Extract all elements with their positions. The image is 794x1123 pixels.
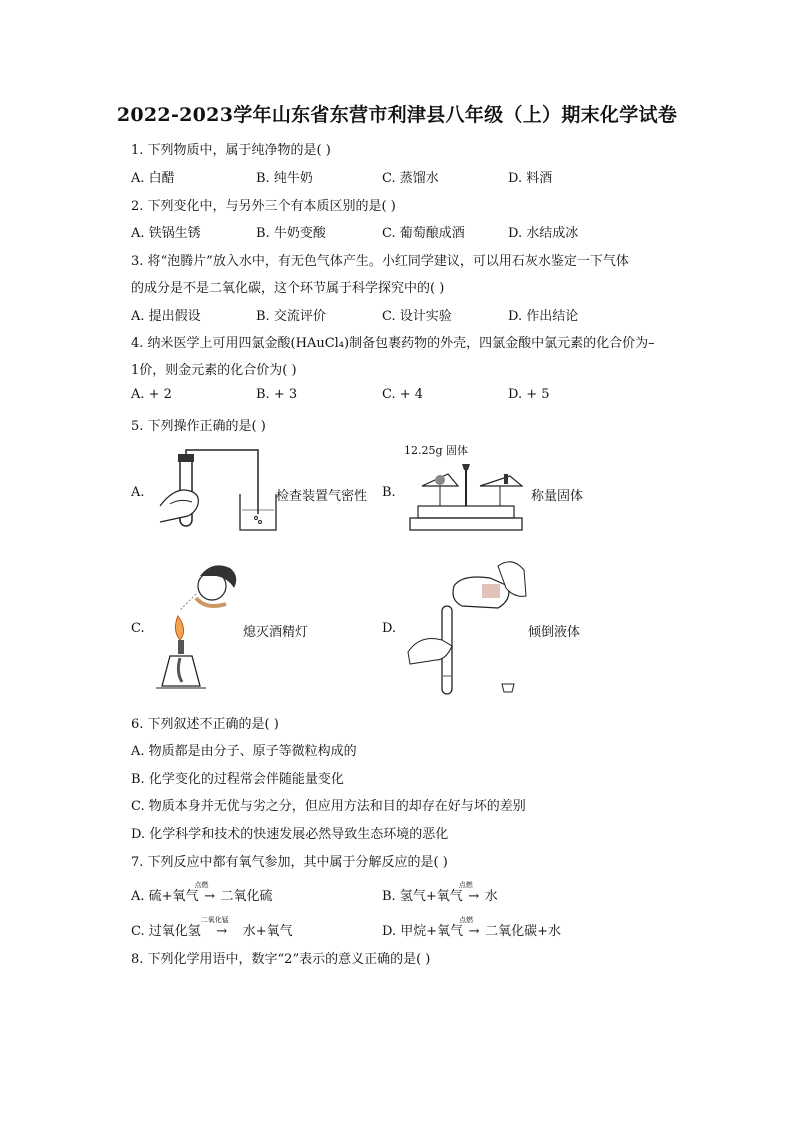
q5-option-b-caption: 称量固体 [531,489,584,504]
balance-scale-figure [400,456,532,536]
q5-option-a-caption: 检查装置气密性 [276,489,368,504]
q7-option-a-reactants: A. 硫+氧气 [131,889,199,904]
q7-option-c-arrow [200,916,243,939]
q7-option-a-condition: 点燃 [194,881,209,889]
pouring-liquid-figure [402,556,530,700]
q6-option-d: D. 化学科学和技术的快速发展必然导致生态环境的恶化 [131,827,449,842]
question-5-stem: 5. 下列操作正确的是( ) [131,419,266,434]
q3-option-a: A. 提出假设 [131,309,201,324]
question-8-stem: 8. 下列化学用语中，数字“2”表示的意义正确的是( ) [131,952,431,967]
q2-option-a: A. 铁锅生锈 [131,226,201,241]
question-4-stem-line1: 4. 纳米医学上可用四氯金酸(HAuCl₄)制备包裹药物的外壳，四氯金酸中氯元素的化合价为– [131,336,655,351]
q7-option-a-products: 二氧化硫 [220,889,273,904]
q7-option-b-arrow [458,881,485,904]
q7-option-b [382,881,498,904]
q7-option-d-arrow [459,916,485,939]
question-1-stem: 1. 下列物质中，属于纯净物的是( ) [131,143,331,158]
q5-option-b-top-label: 12.25g 固体 [404,444,469,457]
q1-option-b: B. 纯牛奶 [256,171,313,186]
q7-option-c [131,916,293,939]
arrow-glyph: → [204,889,215,904]
question-2-stem: 2. 下列变化中，与另外三个有本质区别的是( ) [131,199,396,214]
q2-option-c: C. 葡萄酿成酒 [382,226,465,241]
q5-option-c-caption: 熄灭酒精灯 [243,625,309,640]
q1-option-c: C. 蒸馏水 [382,171,439,186]
q4-option-a: A. + 2 [131,387,172,402]
q7-option-c-condition: 二氧化锰 [200,916,229,924]
q7-option-b-reactants: B. 氢气+氧气 [382,889,463,904]
q1-option-a: A. 白醋 [131,171,175,186]
q7-option-d-condition: 点燃 [459,916,474,924]
q3-option-c: C. 设计实验 [382,309,452,324]
q7-option-a-arrow [194,881,221,904]
q5-option-a-label: A. [131,485,145,500]
q7-option-d-products: 二氧化碳+水 [485,924,562,939]
question-7-stem: 7. 下列反应中都有氧气参加，其中属于分解反应的是( ) [131,855,448,870]
question-4-stem-line2: 1价，则金元素的化合价为( ) [131,363,297,378]
arrow-glyph: → [468,889,480,904]
question-6-stem: 6. 下列叙述不正确的是( ) [131,717,279,732]
q4-option-b: B. + 3 [256,387,298,402]
q7-option-c-products: 水+氧气 [242,924,293,939]
q3-option-d: D. 作出结论 [508,309,579,324]
question-3-stem-line2: 的成分是不是二氧化碳，这个环节属于科学探究中的( ) [131,281,445,296]
q4-option-d: D. + 5 [508,387,550,402]
q6-option-a: A. 物质都是由分子、原子等微粒构成的 [131,744,357,759]
q6-option-c: C. 物质本身并无优与劣之分，但应用方法和目的却存在好与坏的差别 [131,799,526,814]
q5-option-d-caption: 倾倒液体 [528,625,581,640]
q1-option-d: D. 料酒 [508,171,553,186]
q6-option-b: B. 化学变化的过程常会伴随能量变化 [131,772,344,787]
q3-option-b: B. 交流评价 [256,309,326,324]
airtightness-check-figure [150,446,280,536]
q7-option-c-reactants: C. 过氧化氢 [131,924,201,939]
arrow-glyph: → [468,924,480,939]
q7-option-b-products: 水 [484,889,498,904]
arrow-glyph: → [216,924,228,939]
page-title: 2022-2023学年山东省东营市利津县八年级（上）期末化学试卷 [116,104,678,126]
q2-option-b: B. 牛奶变酸 [256,226,326,241]
q7-option-d [382,916,562,939]
q7-option-d-reactants: D. 甲烷+氧气 [382,924,464,939]
q5-option-d-label: D. [382,621,397,636]
q7-option-a [131,881,273,904]
q2-option-d: D. 水结成冰 [508,226,579,241]
q5-option-b-label: B. [382,485,396,500]
alcohol-lamp-figure [150,558,242,696]
question-3-stem-line1: 3. 将“泡腾片”放入水中，有无色气体产生。小红同学建议，可以用石灰水鉴定一下气体 [131,254,629,269]
q5-option-c-label: C. [131,621,145,636]
q4-option-c: C. + 4 [382,387,424,402]
q7-option-b-condition: 点燃 [458,881,473,889]
